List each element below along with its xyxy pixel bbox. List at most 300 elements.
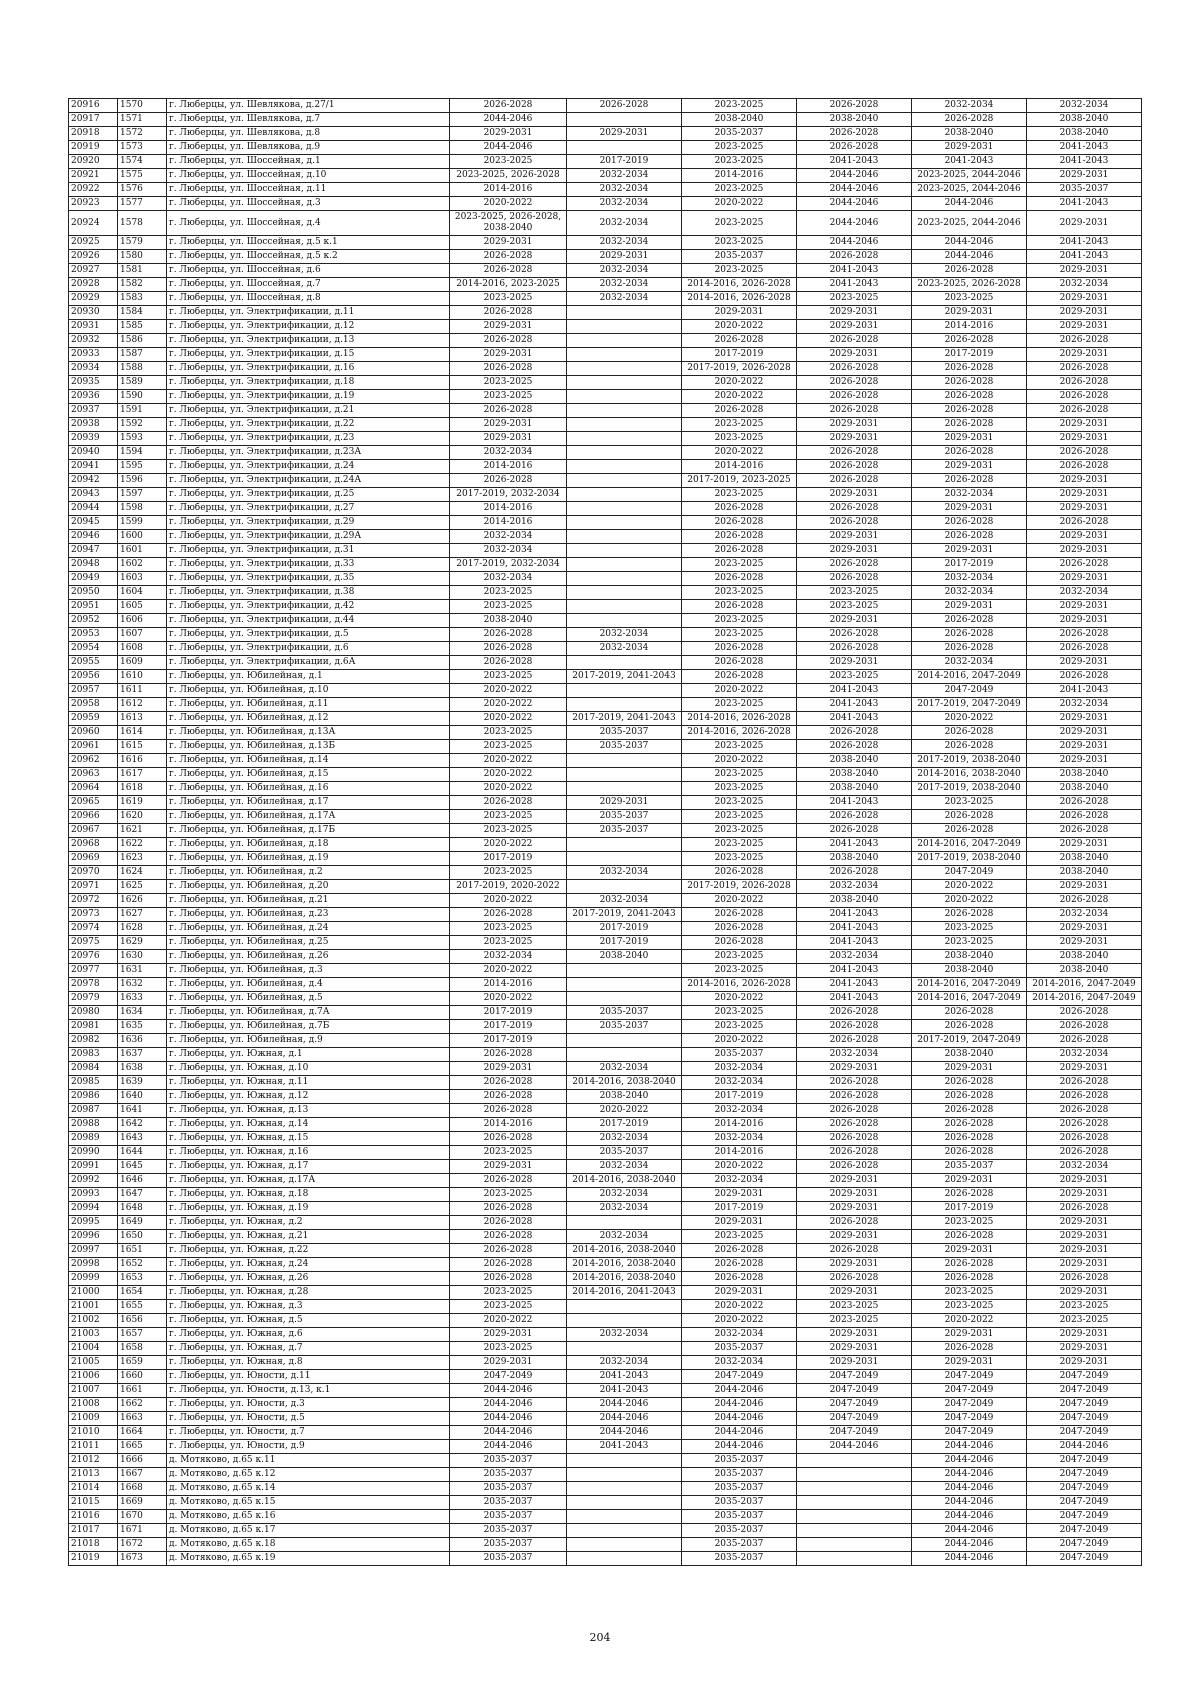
cell-period-4: 2041-2043 <box>797 992 912 1006</box>
cell-period-4: 2029-2031 <box>797 1258 912 1272</box>
cell-period-3: 2014-2016 <box>682 460 797 474</box>
cell-period-5: 2044-2046 <box>912 1538 1027 1552</box>
cell-row-number: 20993 <box>69 1188 118 1202</box>
cell-row-number: 20918 <box>69 127 118 141</box>
cell-row-number: 20961 <box>69 740 118 754</box>
cell-period-3: 2026-2028 <box>682 1258 797 1272</box>
cell-period-4: 2029-2031 <box>797 656 912 670</box>
cell-address: г. Люберцы, ул. Юности, д.13, к.1 <box>167 1384 450 1398</box>
cell-period-2 <box>567 1048 682 1062</box>
cell-period-2 <box>567 1538 682 1552</box>
cell-item-number: 1662 <box>118 1398 167 1412</box>
cell-period-5: 2047-2049 <box>912 1426 1027 1440</box>
cell-period-6: 2029-2031 <box>1027 306 1142 320</box>
cell-period-5: 2026-2028 <box>912 1006 1027 1020</box>
cell-period-5: 2026-2028 <box>912 390 1027 404</box>
table-row <box>69 768 1142 782</box>
cell-period-3: 2020-2022 <box>682 992 797 1006</box>
cell-period-3: 2020-2022 <box>682 1160 797 1174</box>
cell-item-number: 1624 <box>118 866 167 880</box>
cell-period-6: 2047-2049 <box>1027 1482 1142 1496</box>
cell-row-number: 20977 <box>69 964 118 978</box>
cell-period-3: 2020-2022 <box>682 390 797 404</box>
cell-item-number: 1634 <box>118 1006 167 1020</box>
cell-period-6: 2032-2034 <box>1027 1048 1142 1062</box>
cell-period-3: 2017-2019, 2026-2028 <box>682 362 797 376</box>
cell-period-5: 2035-2037 <box>912 1160 1027 1174</box>
cell-period-4: 2026-2028 <box>797 866 912 880</box>
cell-row-number: 20934 <box>69 362 118 376</box>
cell-item-number: 1657 <box>118 1328 167 1342</box>
cell-period-4: 2023-2025 <box>797 600 912 614</box>
cell-period-3: 2026-2028 <box>682 530 797 544</box>
table-row <box>69 516 1142 530</box>
cell-period-3: 2023-2025 <box>682 698 797 712</box>
cell-period-4: 2026-2028 <box>797 642 912 656</box>
cell-address: г. Люберцы, ул. Электрификации, д.24А <box>167 474 450 488</box>
cell-period-1: 2020-2022 <box>450 782 567 796</box>
table-row <box>69 1216 1142 1230</box>
cell-period-4 <box>797 1468 912 1482</box>
cell-address: г. Люберцы, ул. Южная, д.3 <box>167 1300 450 1314</box>
cell-row-number: 21008 <box>69 1398 118 1412</box>
cell-period-2: 2035-2037 <box>567 726 682 740</box>
cell-period-1: 2035-2037 <box>450 1552 567 1566</box>
cell-row-number: 20969 <box>69 852 118 866</box>
cell-item-number: 1583 <box>118 292 167 306</box>
cell-period-1: 2044-2046 <box>450 1440 567 1454</box>
cell-period-6: 2047-2049 <box>1027 1524 1142 1538</box>
cell-period-5: 2026-2028 <box>912 1132 1027 1146</box>
cell-period-5: 2026-2028 <box>912 614 1027 628</box>
cell-period-4: 2026-2028 <box>797 726 912 740</box>
cell-address: д. Мотяково, д.65 к.17 <box>167 1524 450 1538</box>
cell-item-number: 1582 <box>118 278 167 292</box>
cell-address: д. Мотяково, д.65 к.15 <box>167 1496 450 1510</box>
cell-period-4: 2029-2031 <box>797 1202 912 1216</box>
cell-period-5: 2023-2025 <box>912 922 1027 936</box>
cell-period-1: 2038-2040 <box>450 614 567 628</box>
table-row <box>69 418 1142 432</box>
cell-address: г. Люберцы, ул. Южная, д.1 <box>167 1048 450 1062</box>
table-row <box>69 197 1142 211</box>
cell-period-4: 2038-2040 <box>797 768 912 782</box>
cell-period-5: 2026-2028 <box>912 376 1027 390</box>
cell-item-number: 1631 <box>118 964 167 978</box>
table-row <box>69 712 1142 726</box>
table-row <box>69 1538 1142 1552</box>
cell-period-4: 2029-2031 <box>797 530 912 544</box>
cell-period-1: 2032-2034 <box>450 530 567 544</box>
cell-address: г. Люберцы, ул. Электрификации, д.13 <box>167 334 450 348</box>
cell-item-number: 1655 <box>118 1300 167 1314</box>
cell-period-5: 2026-2028 <box>912 1230 1027 1244</box>
cell-period-5: 2026-2028 <box>912 1342 1027 1356</box>
schedule-table-container <box>68 98 1141 1566</box>
cell-period-1: 2044-2046 <box>450 141 567 155</box>
cell-row-number: 20958 <box>69 698 118 712</box>
cell-period-6: 2029-2031 <box>1027 572 1142 586</box>
cell-period-6: 2026-2028 <box>1027 558 1142 572</box>
cell-period-4: 2026-2028 <box>797 1118 912 1132</box>
cell-period-2 <box>567 530 682 544</box>
cell-row-number: 20978 <box>69 978 118 992</box>
cell-period-4: 2041-2043 <box>797 684 912 698</box>
cell-period-5: 2026-2028 <box>912 1090 1027 1104</box>
cell-address: г. Люберцы, ул. Южная, д.13 <box>167 1104 450 1118</box>
cell-address: г. Люберцы, ул. Южная, д.17 <box>167 1160 450 1174</box>
cell-period-1: 2023-2025, 2026-2028 <box>450 169 567 183</box>
cell-period-6: 2029-2031 <box>1027 488 1142 502</box>
cell-period-6: 2029-2031 <box>1027 1062 1142 1076</box>
cell-period-2 <box>567 964 682 978</box>
table-row <box>69 306 1142 320</box>
table-row <box>69 1552 1142 1566</box>
cell-period-3: 2026-2028 <box>682 670 797 684</box>
cell-period-1: 2017-2019, 2032-2034 <box>450 558 567 572</box>
cell-period-4: 2041-2043 <box>797 936 912 950</box>
cell-item-number: 1668 <box>118 1482 167 1496</box>
cell-period-4: 2026-2028 <box>797 362 912 376</box>
cell-period-5: 2020-2022 <box>912 880 1027 894</box>
cell-item-number: 1588 <box>118 362 167 376</box>
cell-period-1: 2020-2022 <box>450 964 567 978</box>
cell-period-5: 2032-2034 <box>912 488 1027 502</box>
cell-address: г. Люберцы, ул. Электрификации, д.23А <box>167 446 450 460</box>
cell-period-4: 2041-2043 <box>797 964 912 978</box>
cell-item-number: 1673 <box>118 1552 167 1566</box>
cell-period-3: 2014-2016, 2026-2028 <box>682 278 797 292</box>
cell-item-number: 1642 <box>118 1118 167 1132</box>
table-row <box>69 1370 1142 1384</box>
cell-period-1: 2026-2028 <box>450 306 567 320</box>
cell-period-3: 2026-2028 <box>682 1244 797 1258</box>
cell-period-5: 2044-2046 <box>912 1510 1027 1524</box>
cell-period-1: 2020-2022 <box>450 712 567 726</box>
cell-period-2: 2044-2046 <box>567 1426 682 1440</box>
cell-item-number: 1611 <box>118 684 167 698</box>
cell-period-3: 2023-2025 <box>682 183 797 197</box>
cell-period-6: 2038-2040 <box>1027 852 1142 866</box>
cell-row-number: 20921 <box>69 169 118 183</box>
cell-period-3: 2026-2028 <box>682 656 797 670</box>
table-row <box>69 978 1142 992</box>
table-row <box>69 1006 1142 1020</box>
cell-period-2 <box>567 404 682 418</box>
cell-period-5: 2017-2019, 2038-2040 <box>912 852 1027 866</box>
cell-period-1: 2026-2028 <box>450 474 567 488</box>
cell-period-5: 2023-2025 <box>912 292 1027 306</box>
cell-period-4: 2026-2028 <box>797 572 912 586</box>
table-row <box>69 866 1142 880</box>
cell-period-4: 2026-2028 <box>797 1160 912 1174</box>
cell-period-4: 2026-2028 <box>797 824 912 838</box>
cell-period-5: 2029-2031 <box>912 1244 1027 1258</box>
cell-item-number: 1576 <box>118 183 167 197</box>
cell-period-3: 2023-2025 <box>682 99 797 113</box>
cell-period-1: 2044-2046 <box>450 1384 567 1398</box>
cell-item-number: 1627 <box>118 908 167 922</box>
cell-row-number: 20940 <box>69 446 118 460</box>
cell-period-4: 2026-2028 <box>797 502 912 516</box>
cell-period-1: 2035-2037 <box>450 1482 567 1496</box>
cell-row-number: 20987 <box>69 1104 118 1118</box>
cell-period-1: 2017-2019 <box>450 1020 567 1034</box>
cell-period-3: 2026-2028 <box>682 1272 797 1286</box>
cell-period-3: 2017-2019 <box>682 348 797 362</box>
cell-period-4: 2029-2031 <box>797 348 912 362</box>
cell-period-4: 2029-2031 <box>797 1286 912 1300</box>
cell-period-4: 2029-2031 <box>797 1062 912 1076</box>
cell-item-number: 1573 <box>118 141 167 155</box>
cell-period-3: 2026-2028 <box>682 908 797 922</box>
cell-address: г. Люберцы, ул. Южная, д.19 <box>167 1202 450 1216</box>
cell-period-1: 2044-2046 <box>450 1412 567 1426</box>
cell-period-5: 2047-2049 <box>912 866 1027 880</box>
cell-period-2: 2032-2034 <box>567 1188 682 1202</box>
cell-period-6: 2026-2028 <box>1027 334 1142 348</box>
cell-period-5: 2023-2025 <box>912 1286 1027 1300</box>
table-row <box>69 642 1142 656</box>
cell-period-3: 2035-2037 <box>682 127 797 141</box>
cell-address: д. Мотяково, д.65 к.18 <box>167 1538 450 1552</box>
cell-period-2: 2032-2034 <box>567 211 682 236</box>
cell-period-5: 2026-2028 <box>912 474 1027 488</box>
cell-period-2: 2032-2034 <box>567 197 682 211</box>
cell-period-3: 2014-2016 <box>682 169 797 183</box>
cell-address: г. Люберцы, ул. Шоссейная, д.5 к.2 <box>167 250 450 264</box>
cell-period-4: 2038-2040 <box>797 852 912 866</box>
table-row <box>69 334 1142 348</box>
cell-period-1: 2032-2034 <box>450 446 567 460</box>
cell-period-2: 2032-2034 <box>567 1328 682 1342</box>
cell-period-1: 2035-2037 <box>450 1510 567 1524</box>
cell-address: г. Люберцы, ул. Юбилейная, д.10 <box>167 684 450 698</box>
cell-period-6: 2047-2049 <box>1027 1454 1142 1468</box>
cell-period-3: 2029-2031 <box>682 306 797 320</box>
cell-period-5: 2023-2025, 2044-2046 <box>912 211 1027 236</box>
cell-period-6: 2038-2040 <box>1027 127 1142 141</box>
cell-period-1: 2026-2028 <box>450 334 567 348</box>
cell-item-number: 1643 <box>118 1132 167 1146</box>
cell-period-5: 2044-2046 <box>912 236 1027 250</box>
table-row <box>69 1412 1142 1426</box>
cell-address: г. Люберцы, ул. Южная, д.11 <box>167 1076 450 1090</box>
table-row <box>69 824 1142 838</box>
cell-row-number: 21016 <box>69 1510 118 1524</box>
cell-period-4: 2041-2043 <box>797 155 912 169</box>
cell-period-5: 2026-2028 <box>912 264 1027 278</box>
cell-address: г. Люберцы, ул. Электрификации, д.5 <box>167 628 450 642</box>
cell-period-6: 2026-2028 <box>1027 390 1142 404</box>
cell-period-5: 2032-2034 <box>912 99 1027 113</box>
table-row <box>69 1118 1142 1132</box>
table-row <box>69 656 1142 670</box>
cell-period-2: 2032-2034 <box>567 278 682 292</box>
cell-period-2 <box>567 1482 682 1496</box>
table-row <box>69 852 1142 866</box>
cell-period-4: 2023-2025 <box>797 586 912 600</box>
cell-address: г. Люберцы, ул. Электрификации, д.23 <box>167 432 450 446</box>
cell-period-3: 2020-2022 <box>682 320 797 334</box>
cell-period-6: 2029-2031 <box>1027 1356 1142 1370</box>
cell-period-1: 2023-2025 <box>450 1342 567 1356</box>
cell-period-6: 2047-2049 <box>1027 1412 1142 1426</box>
cell-item-number: 1609 <box>118 656 167 670</box>
cell-item-number: 1579 <box>118 236 167 250</box>
table-row <box>69 183 1142 197</box>
cell-period-6: 2029-2031 <box>1027 740 1142 754</box>
cell-row-number: 20922 <box>69 183 118 197</box>
cell-period-4: 2029-2031 <box>797 306 912 320</box>
cell-item-number: 1597 <box>118 488 167 502</box>
cell-period-1: 2023-2025 <box>450 810 567 824</box>
cell-period-6: 2026-2028 <box>1027 1202 1142 1216</box>
cell-row-number: 20972 <box>69 894 118 908</box>
cell-period-2 <box>567 502 682 516</box>
cell-address: г. Люберцы, ул. Электрификации, д.19 <box>167 390 450 404</box>
cell-period-3: 2035-2037 <box>682 1538 797 1552</box>
cell-item-number: 1630 <box>118 950 167 964</box>
table-row <box>69 320 1142 334</box>
table-row <box>69 1160 1142 1174</box>
cell-period-3: 2023-2025 <box>682 488 797 502</box>
table-row <box>69 1440 1142 1454</box>
cell-item-number: 1636 <box>118 1034 167 1048</box>
cell-period-4: 2032-2034 <box>797 880 912 894</box>
table-row <box>69 1202 1142 1216</box>
cell-period-1: 2044-2046 <box>450 1426 567 1440</box>
table-row <box>69 782 1142 796</box>
cell-address: г. Люберцы, ул. Шоссейная, д.4 <box>167 211 450 236</box>
cell-item-number: 1646 <box>118 1174 167 1188</box>
cell-period-3: 2023-2025 <box>682 838 797 852</box>
cell-period-1: 2014-2016 <box>450 516 567 530</box>
cell-period-1: 2044-2046 <box>450 113 567 127</box>
cell-row-number: 21014 <box>69 1482 118 1496</box>
cell-row-number: 21012 <box>69 1454 118 1468</box>
cell-row-number: 20928 <box>69 278 118 292</box>
table-row <box>69 684 1142 698</box>
cell-period-2: 2035-2037 <box>567 1020 682 1034</box>
table-row <box>69 1356 1142 1370</box>
cell-period-4: 2038-2040 <box>797 113 912 127</box>
cell-item-number: 1650 <box>118 1230 167 1244</box>
table-row <box>69 1258 1142 1272</box>
table-row <box>69 1426 1142 1440</box>
cell-address: г. Люберцы, ул. Электрификации, д.6А <box>167 656 450 670</box>
cell-period-2: 2017-2019, 2041-2043 <box>567 908 682 922</box>
cell-row-number: 20939 <box>69 432 118 446</box>
cell-address: г. Люберцы, ул. Южная, д.7 <box>167 1342 450 1356</box>
table-row <box>69 1342 1142 1356</box>
cell-period-2 <box>567 1342 682 1356</box>
cell-item-number: 1577 <box>118 197 167 211</box>
cell-row-number: 21017 <box>69 1524 118 1538</box>
cell-address: г. Люберцы, ул. Юбилейная, д.7Б <box>167 1020 450 1034</box>
cell-item-number: 1586 <box>118 334 167 348</box>
cell-period-5: 2026-2028 <box>912 1272 1027 1286</box>
cell-address: д. Мотяково, д.65 к.16 <box>167 1510 450 1524</box>
cell-period-2 <box>567 1496 682 1510</box>
cell-row-number: 21006 <box>69 1370 118 1384</box>
cell-period-4: 2026-2028 <box>797 1272 912 1286</box>
table-row <box>69 1468 1142 1482</box>
cell-address: г. Люберцы, ул. Южная, д.16 <box>167 1146 450 1160</box>
cell-period-4: 2029-2031 <box>797 614 912 628</box>
cell-period-6: 2032-2034 <box>1027 1160 1142 1174</box>
cell-item-number: 1649 <box>118 1216 167 1230</box>
cell-period-3: 2029-2031 <box>682 1216 797 1230</box>
cell-period-5: 2026-2028 <box>912 810 1027 824</box>
cell-period-3: 2032-2034 <box>682 1104 797 1118</box>
cell-period-1: 2029-2031 <box>450 320 567 334</box>
cell-period-6: 2038-2040 <box>1027 113 1142 127</box>
cell-period-2: 2044-2046 <box>567 1412 682 1426</box>
table-row <box>69 141 1142 155</box>
cell-row-number: 20916 <box>69 99 118 113</box>
cell-period-3: 2020-2022 <box>682 1314 797 1328</box>
cell-period-1: 2032-2034 <box>450 572 567 586</box>
cell-period-4: 2026-2028 <box>797 516 912 530</box>
table-row <box>69 1496 1142 1510</box>
page-number: 204 <box>589 1631 611 1644</box>
cell-row-number: 20952 <box>69 614 118 628</box>
table-row <box>69 922 1142 936</box>
cell-period-1: 2023-2025 <box>450 155 567 169</box>
cell-period-3: 2038-2040 <box>682 113 797 127</box>
cell-period-2 <box>567 306 682 320</box>
cell-period-4: 2041-2043 <box>797 978 912 992</box>
cell-item-number: 1594 <box>118 446 167 460</box>
cell-item-number: 1622 <box>118 838 167 852</box>
cell-period-5: 2026-2028 <box>912 1118 1027 1132</box>
cell-period-5: 2023-2025 <box>912 796 1027 810</box>
table-row <box>69 169 1142 183</box>
cell-address: г. Люберцы, ул. Южная, д.2 <box>167 1216 450 1230</box>
cell-period-4 <box>797 1552 912 1566</box>
cell-period-4: 2038-2040 <box>797 754 912 768</box>
cell-period-6: 2029-2031 <box>1027 1342 1142 1356</box>
cell-row-number: 20964 <box>69 782 118 796</box>
cell-period-5: 2032-2034 <box>912 572 1027 586</box>
cell-row-number: 20984 <box>69 1062 118 1076</box>
cell-item-number: 1616 <box>118 754 167 768</box>
cell-period-3: 2044-2046 <box>682 1440 797 1454</box>
cell-item-number: 1572 <box>118 127 167 141</box>
cell-period-2 <box>567 544 682 558</box>
cell-period-2: 2017-2019 <box>567 155 682 169</box>
table-row <box>69 278 1142 292</box>
cell-row-number: 21003 <box>69 1328 118 1342</box>
cell-period-2 <box>567 754 682 768</box>
cell-period-5: 2047-2049 <box>912 1370 1027 1384</box>
cell-period-1: 2026-2028 <box>450 1090 567 1104</box>
table-row <box>69 264 1142 278</box>
cell-period-3: 2014-2016, 2026-2028 <box>682 978 797 992</box>
cell-period-5: 2044-2046 <box>912 1552 1027 1566</box>
cell-period-4: 2047-2049 <box>797 1426 912 1440</box>
cell-period-3: 2032-2034 <box>682 1328 797 1342</box>
table-row <box>69 446 1142 460</box>
cell-period-3: 2035-2037 <box>682 1048 797 1062</box>
cell-period-6: 2023-2025 <box>1027 1314 1142 1328</box>
cell-period-1: 2023-2025 <box>450 292 567 306</box>
cell-period-1: 2020-2022 <box>450 768 567 782</box>
cell-address: г. Люберцы, ул. Электрификации, д.18 <box>167 376 450 390</box>
cell-item-number: 1635 <box>118 1020 167 1034</box>
cell-period-4: 2044-2046 <box>797 211 912 236</box>
